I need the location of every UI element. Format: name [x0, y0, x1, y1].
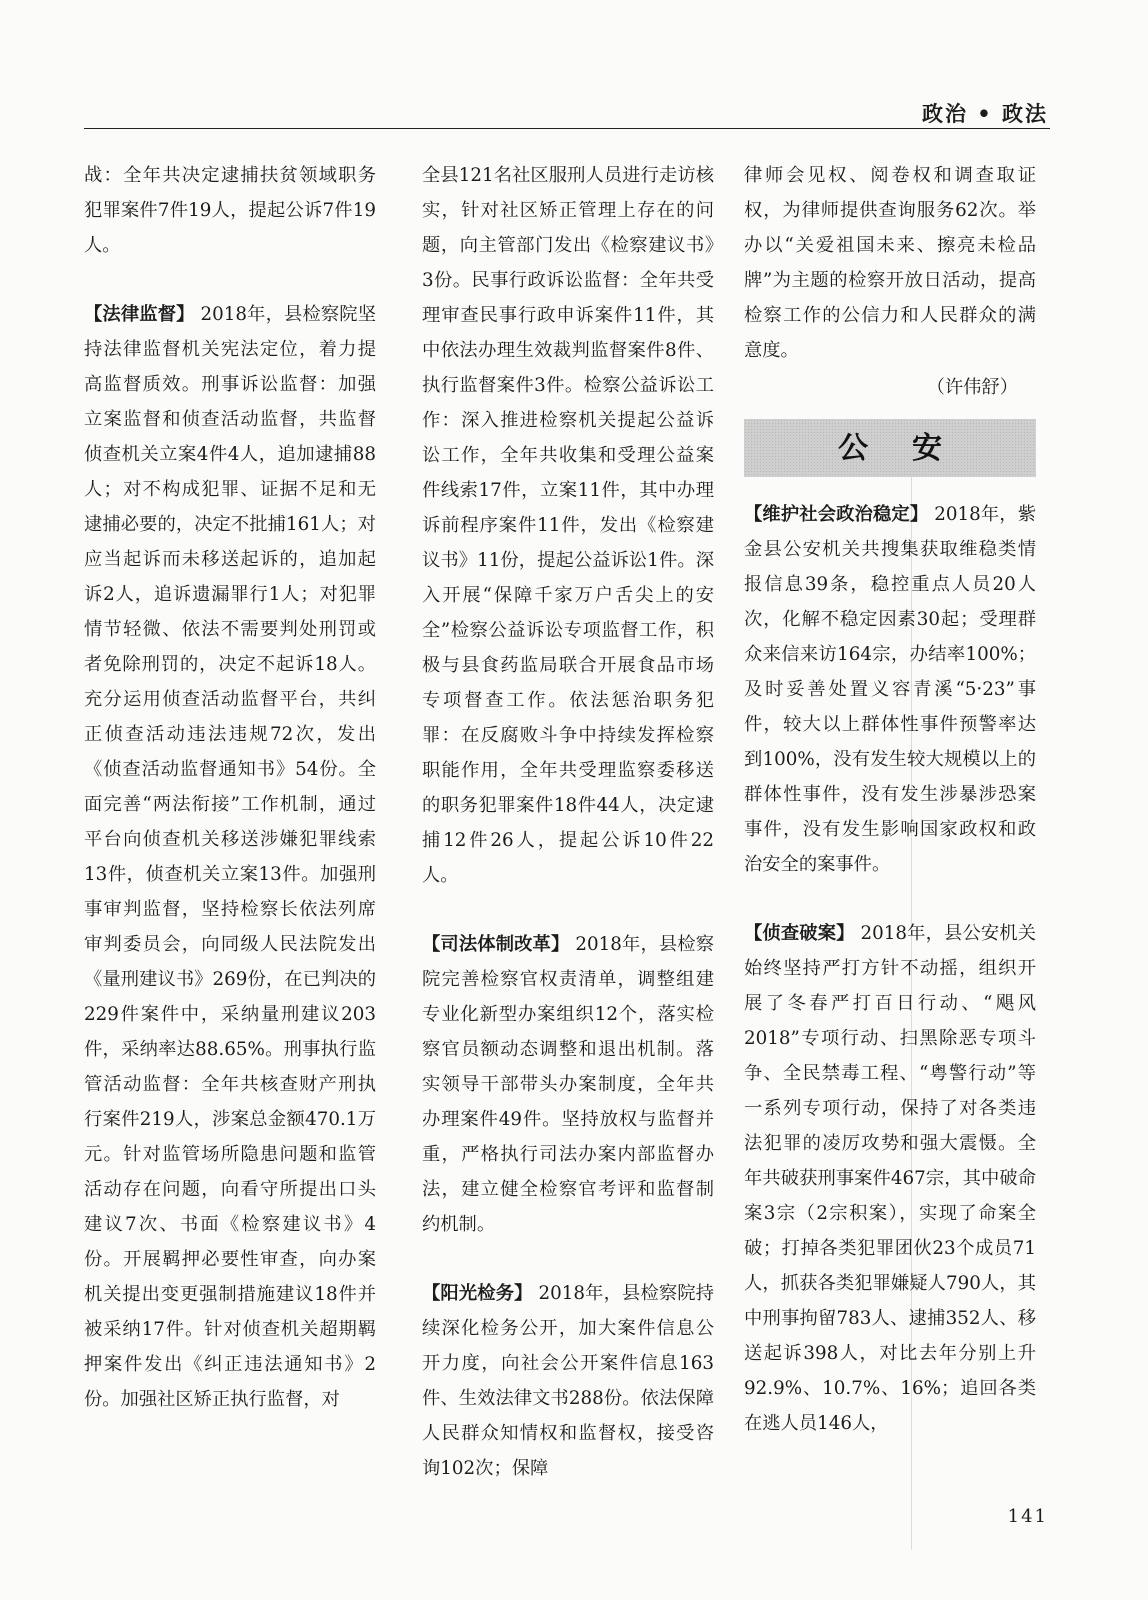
paragraph-body: 2018年，紫金县公安机关共搜集获取维稳类情报信息39条，稳控重点人员20人次，化解不稳定因素30起；受理群众来信来访164宗，办结率100%；及时妥善处置义容青溪“5·23”事件，较大以上群体性事件预警率达到100%，没有发生较大规模以上的群体性事件，没有发生涉暴涉恐案事件，没有发生影响国家政权和政治安全的案事件。: [744, 504, 1037, 875]
page-number: 141: [1007, 1506, 1048, 1527]
text-column-3: [744, 158, 1036, 1441]
paragraph: 律师会见权、阅卷权和调查取证权，为律师提供查询服务62次。举办以“关爱祖国未来、擦亮未检品牌”为主题的检察开放日活动，提高检察工作的公信力和人民群众的满意度。: [744, 165, 1036, 361]
paragraph-body: 2018年，县检察院持续深化检务公开，加大案件信息公开力度，向社会公开案件信息163件、生效法律文书288份。依法保障人民群众知情权和监督权，接受咨询102次；保障: [422, 1283, 714, 1479]
paragraph: 全县121名社区服刑人员进行走访核实，针对社区矫正管理上存在的问题，向主管部门发出《检察建议书》3份。民事行政诉讼监督：全年共受理审查民事行政申诉案件11件，其中依法办理生效裁判监督案件8件、执行监督案件3件。检察公益诉讼工作：深入推进检察机关提起公益诉讼工作，全年共收集和受理公益案件线索17件，立案11件，其中办理诉前程序案件11件，发出《检察建议书》11份，提起公益诉讼1件。深入开展“保障千家万户舌尖上的安全”检察公益诉讼专项监督工作，积极与县食药监局联合开展食品市场专项督查工作。依法惩治职务犯罪：在反腐败斗争中持续发挥检察职能作用，全年共受理监察委移送的职务犯罪案件18件44人，决定逮捕12件26人，提起公诉10件22人。: [422, 165, 714, 886]
author-credit: （许伟舒）: [926, 377, 1018, 398]
paragraph-body: 2018年，县检察院坚持法律监督机关宪法定位，着力提高监督质效。刑事诉讼监督：加强立案监督和侦查活动监督，共监督侦查机关立案4件4人，追加逮捕88人；对不构成犯罪、证据不足和无逮捕必要的，决定不批捕161人；对应当起诉而未移送起诉的，追加起诉2人，追诉遗漏罪行1人；对犯罪情节轻微、依法不需要判处刑罚或者免除刑罚的，决定不起诉18人。充分运用侦查活动监督平台，共纠正侦查活动违法违规72次，发出《侦查活动监督通知书》54份。全面完善“两法衔接”工作机制，通过平台向侦查机关移送涉嫌犯罪线索13件，侦查机关立案13件。加强刑事审判监督，坚持检察长依法列席审判委员会，向同级人民法院发出《量刑建议书》269份，在已判决的229件案件中，采纳量刑建议203件，采纳率达88.65%。刑事执行监管活动监督：全年共核查财产刑执行案件219人，涉案总金额470.1万元。针对监管场所隐患问题和监管活动存在问题，向看守所提出口头建议7次、书面《检察建议书》4份。开展羁押必要性审查，向办案机关提出变更强制措施建议18件并被采纳17件。针对侦查机关超期羁押案件发出《纠正违法通知书》2份。加强社区矫正执行监督，对: [84, 304, 376, 1410]
paragraph-open-procuratorate: [422, 1276, 714, 1486]
section-banner: [744, 419, 1036, 477]
section-title: 【司法体制改革】: [422, 934, 570, 955]
paragraph: 战：全年共决定逮捕扶贫领域职务犯罪案件7件19人，提起公诉7件19人。: [84, 165, 376, 256]
section-title: 【法律监督】: [84, 304, 195, 325]
paragraph-body: 2018年，县检察院完善检察官权责清单，调整组建专业化新型办案组织12个，落实检察官员额动态调整和退出机制。落实领导干部带头办案制度，全年共办理案件49件。坚持放权与监督并重，严格执行司法办案内部监督办法，建立健全检察官考评和监督制约机制。: [422, 934, 715, 1235]
text-column-2: [422, 158, 714, 1486]
section-title: 【侦查破案】: [744, 923, 855, 944]
paragraph-social-stability: [744, 497, 1036, 882]
section-title: 【阳光检务】: [422, 1283, 533, 1304]
banner-title: 公安: [838, 430, 986, 466]
paragraph-law-supervision: [84, 297, 376, 1417]
running-header: 政治 • 政法: [921, 101, 1048, 126]
text-column-1: [84, 158, 376, 1417]
header-rule: [84, 128, 1050, 129]
section-title: 【维护社会政治稳定】: [744, 504, 929, 525]
paragraph-body: 2018年，县公安机关始终坚持严打方针不动摇，组织开展了冬春严打百日行动、“飓风2018”专项行动、扫黑除恶专项斗争、全民禁毒工程、“粤警行动”等一系列专项行动，保持了对各类违法犯罪的凌厉攻势和强大震慑。全年共破获刑事案件467宗，其中破命案3宗（2宗积案），实现了命案全破；打掉各类犯罪团伙23个成员71人，抓获各类犯罪嫌疑人790人，其中刑事拘留783人、逮捕352人、移送起诉398人，对比去年分别上升92.9%、10.7%、16%；追回各类在逃人员146人，: [744, 923, 1036, 1434]
paragraph-investigation: [744, 916, 1036, 1441]
paragraph-judicial-reform: [422, 927, 714, 1242]
